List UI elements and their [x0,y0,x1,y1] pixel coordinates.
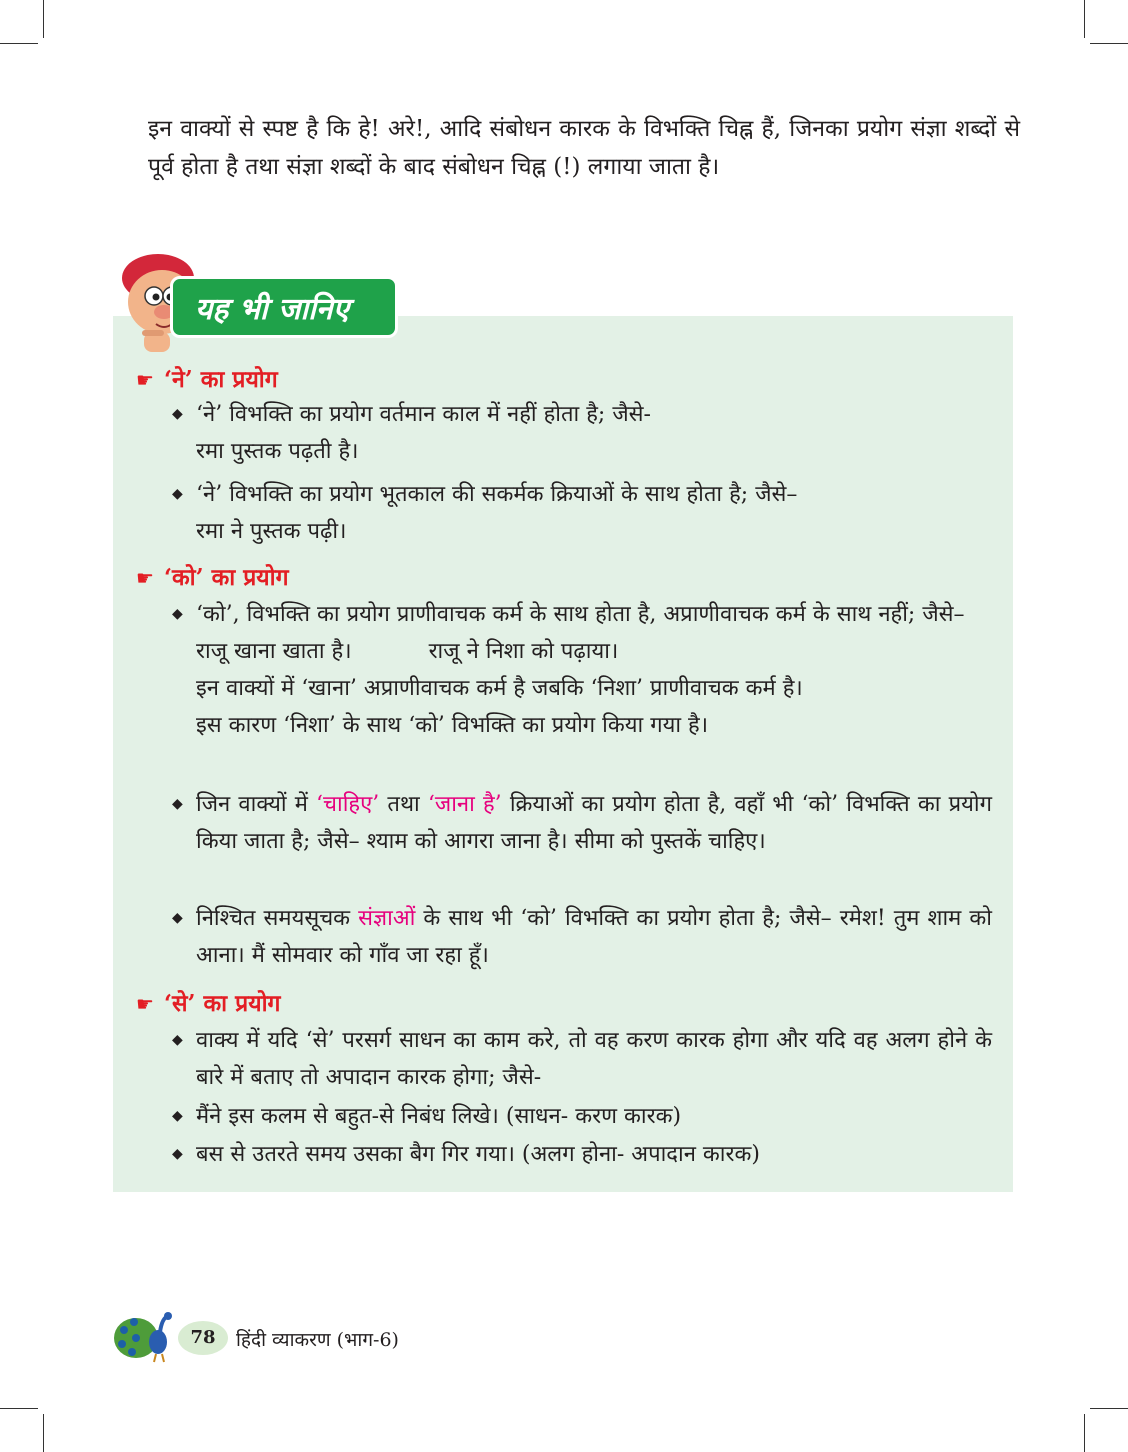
list-item [172,396,992,470]
text-run: क्रियाओं का प्रयोग होता है, वहाँ भी ‘को’ विभक्ति का प्रयोग किया जाता है; जैसे– श्याम को आगरा जाना है। सीमा को पुस्तकें चाहिए। [196,792,992,854]
crop-mark [1090,43,1128,44]
highlight-chahiye: ‘चाहिए’ [316,792,380,817]
crop-mark [0,43,38,44]
example-a: राजू खाना खाता है। [196,639,352,664]
list-item-text [196,786,992,860]
section-heading-ne [136,362,278,394]
text-run: के साथ भी ‘को’ विभक्ति का प्रयोग होता है; जैसे– रमेश! तुम शाम को आना। मैं सोमवार को गाँव जा रहा हूँ। [196,906,992,968]
crop-mark [1084,0,1085,38]
crop-mark [43,0,44,38]
list-item [172,1098,992,1135]
diamond-bullet-icon: ◆ [172,606,183,622]
list-item-text: वाक्य में यदि ‘से’ परसर्ग साधन का काम करे, तो वह करण कारक होगा और यदि वह अलग होने के बारे में बताए तो अपादान कारक होगा; जैसे- [196,1028,992,1090]
list-item-text: मैंने इस कलम से बहुत-से निबंध लिखे। (साधन- करण कारक) [196,1104,682,1129]
know-this-banner [170,276,398,338]
diamond-bullet-icon: ◆ [172,406,183,422]
section-heading-text: ‘को’ का प्रयोग [163,564,289,591]
crop-mark [1090,1408,1128,1409]
crop-mark [0,1408,38,1409]
diamond-bullet-icon: ◆ [172,1108,183,1124]
page-number: 78 [178,1321,228,1355]
list-item [172,786,992,860]
list-item [172,900,992,974]
text-run: निश्चित समयसूचक [196,906,359,931]
diamond-bullet-icon: ◆ [172,796,183,812]
crop-mark [1084,1414,1085,1452]
list-item-text [196,900,992,974]
section-heading-text: ‘ने’ का प्रयोग [163,366,278,393]
crop-mark [43,1414,44,1452]
highlight-jana-hai: ‘जाना है’ [427,792,502,817]
book-title: हिंदी व्याकरण (भाग-6) [236,1329,399,1351]
section-heading-ko [136,560,289,592]
pointing-hand-icon: ☛ [136,992,154,1016]
intro-paragraph: इन वाक्यों से स्पष्ट है कि हे! अरे!, आदि संबोधन कारक के विभक्ति चिह्न हैं, जिनका प्रयोग संज्ञा शब्दों से पूर्व होता है तथा संज्ञा शब्दों के बाद संबोधन चिह्न (!) लगाया जाता है। [148,116,1020,180]
explanation-text: इन वाक्यों में ‘खाना’ अप्राणीवाचक कर्म है जबकि ‘निशा’ प्राणीवाचक कर्म है। [196,676,803,701]
list-item-text: बस से उतरते समय उसका बैग गिर गया। (अलग होना- अपादान कारक) [196,1142,760,1167]
diamond-bullet-icon: ◆ [172,1032,183,1048]
pointing-hand-icon: ☛ [136,368,154,392]
list-item-text: ‘को’, विभक्ति का प्रयोग प्राणीवाचक कर्म के साथ होता है, अप्राणीवाचक कर्म के साथ नहीं; जैसे– [196,602,965,627]
text-run: जिन वाक्यों में [196,792,317,817]
text-run: तथा [379,792,428,817]
section-heading-se [136,986,280,1018]
list-item [172,476,992,550]
highlight-sangyaon: संज्ञाओं [358,906,416,931]
example-text: रमा पुस्तक पढ़ती है। [196,439,359,464]
diamond-bullet-icon: ◆ [172,486,183,502]
diamond-bullet-icon: ◆ [172,1146,183,1162]
list-item [172,1022,992,1096]
example-text: रमा ने पुस्तक पढ़ी। [196,519,347,544]
peacock-icon [112,1308,180,1364]
list-item [172,596,992,744]
list-item [172,1136,992,1173]
section-heading-text: ‘से’ का प्रयोग [163,990,281,1017]
example-b: राजू ने निशा को पढ़ाया। [428,639,619,664]
list-item-text: ‘ने’ विभक्ति का प्रयोग भूतकाल की सकर्मक क्रियाओं के साथ होता है; जैसे– [196,482,798,507]
diamond-bullet-icon: ◆ [172,910,183,926]
explanation-text: इस कारण ‘निशा’ के साथ ‘को’ विभक्ति का प्रयोग किया गया है। [196,713,709,738]
list-item-text: ‘ने’ विभक्ति का प्रयोग वर्तमान काल में नहीं होता है; जैसे- [196,402,651,427]
pointing-hand-icon: ☛ [136,566,154,590]
box-title: यह भी जानिए [195,292,350,327]
example-row [196,633,992,670]
